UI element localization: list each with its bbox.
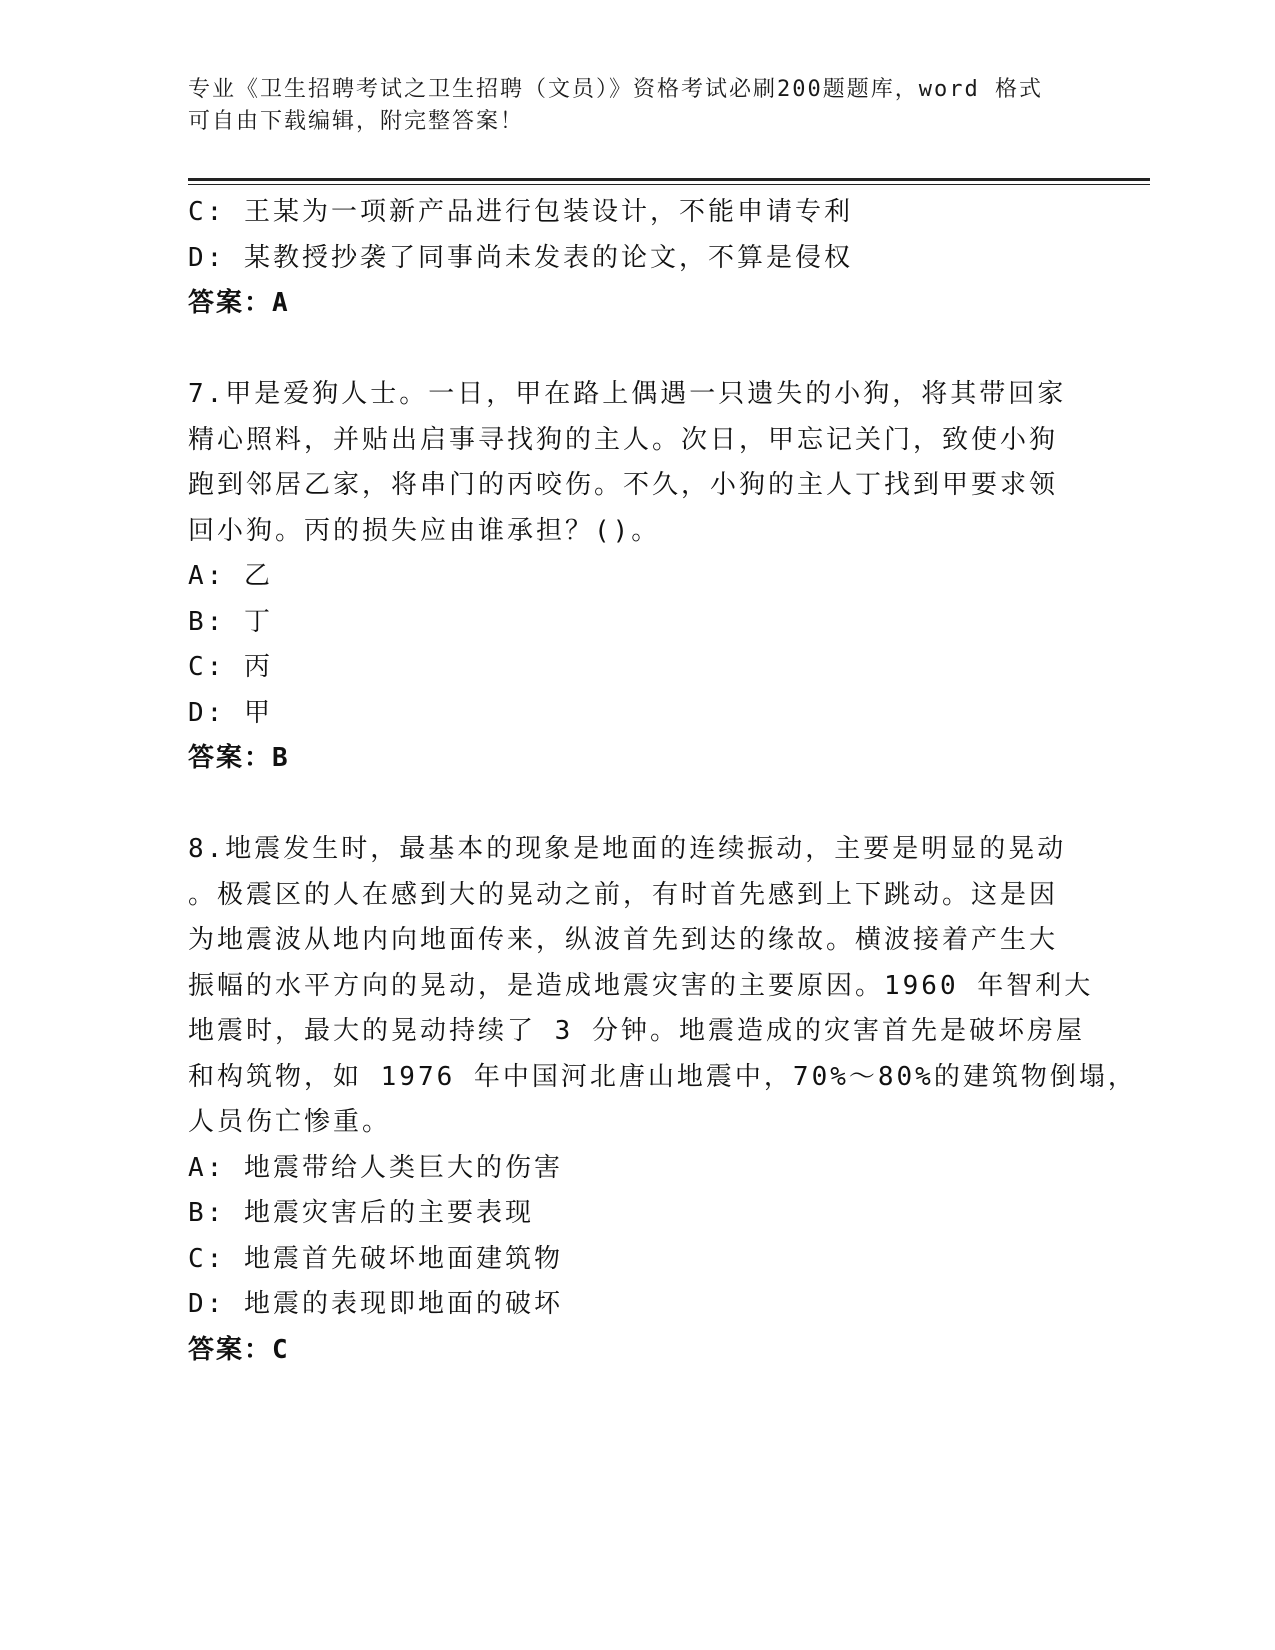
question-7 [188, 372, 1068, 782]
question-8-line-3: 为地震波从地内向地面传来，纵波首先到达的缘故。横波接着产生大 [188, 925, 1059, 955]
question-8-line-4: 振幅的水平方向的晃动，是造成地震灾害的主要原因。1960 年智利大 [188, 970, 1094, 1001]
option-c: C: 丙 [188, 652, 273, 682]
document-body [188, 190, 1137, 1373]
previous-question-tail [188, 190, 1068, 327]
question-8-line-7: 人员伤亡惨重。 [188, 1107, 392, 1137]
answer-label: 答案：A [188, 288, 290, 318]
option-b: B: 丁 [188, 606, 273, 637]
spacer [188, 782, 1068, 828]
document-header [188, 74, 1088, 138]
header-rule-thick [188, 178, 1150, 181]
answer-label: 答案：C [188, 1334, 290, 1365]
question-7-line-1: 7.甲是爱狗人士。一日，甲在路上偶遇一只遗失的小狗，将其带回家 [188, 379, 1067, 409]
option-d: D: 地震的表现即地面的破坏 [188, 1289, 563, 1319]
option-c: C: 王某为一项新产品进行包装设计，不能申请专利 [188, 197, 853, 227]
question-8-line-1: 8.地震发生时，最基本的现象是地面的连续振动，主要是明显的晃动 [188, 834, 1067, 864]
option-a: A: 乙 [188, 561, 273, 591]
header-rule-thin [188, 184, 1150, 185]
question-8-line-2: 。极震区的人在感到大的晃动之前，有时首先感到上下跳动。这是因 [188, 879, 1059, 910]
question-7-line-2: 精心照料，并贴出启事寻找狗的主人。次日，甲忘记关门，致使小狗 [188, 424, 1059, 455]
answer-label: 答案：B [188, 743, 290, 773]
question-7-line-3: 跑到邻居乙家，将串门的丙咬伤。不久，小狗的主人丁找到甲要求领 [188, 470, 1059, 500]
question-8 [188, 827, 1137, 1373]
option-b: B: 地震灾害后的主要表现 [188, 1198, 534, 1228]
question-8-line-6: 和构筑物，如 1976 年中国河北唐山地震中，70%～80%的建筑物倒塌， [188, 1061, 1137, 1092]
question-8-line-5: 地震时，最大的晃动持续了 3 分钟。地震造成的灾害首先是破坏房屋 [188, 1016, 1085, 1046]
header-line-2: 可自由下载编辑，附完整答案！ [188, 109, 525, 134]
question-7-line-4: 回小狗。丙的损失应由谁承担？()。 [188, 515, 661, 546]
option-a: A: 地震带给人类巨大的伤害 [188, 1152, 563, 1183]
option-c: C: 地震首先破坏地面建筑物 [188, 1243, 563, 1274]
option-d: D: 甲 [188, 697, 273, 728]
option-d: D: 某教授抄袭了同事尚未发表的论文，不算是侵权 [188, 242, 853, 273]
header-line-1: 专业《卫生招聘考试之卫生招聘（文员）》资格考试必刷200题题库，word 格式 [188, 77, 1043, 102]
spacer [188, 327, 1068, 373]
